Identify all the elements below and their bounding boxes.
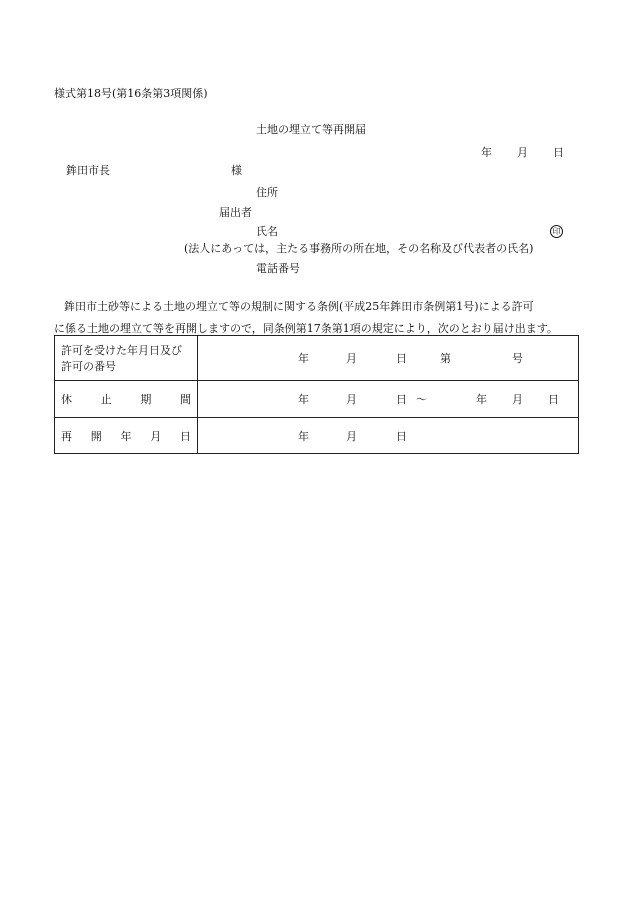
resumption-char-4: 月 (150, 429, 162, 443)
suspension-tilde: ～ (416, 393, 427, 406)
suspension-label-cell (55, 381, 198, 418)
addressee-name: 鉾田市長 (66, 164, 110, 177)
phone-label: 電話番号 (256, 262, 300, 275)
form-number: 様式第18号(第16条第3項関係) (54, 87, 208, 100)
document-title: 土地の埋立て等再開届 (256, 123, 366, 136)
permit-value-cell (198, 336, 579, 381)
permit-dai: 第 (440, 352, 451, 365)
table-row-permit (55, 336, 579, 381)
resumption-char-1: 再 (61, 429, 72, 443)
permit-month: 月 (346, 352, 357, 365)
resumption-char-5: 日 (180, 429, 191, 443)
date-month-label: 月 (517, 146, 528, 159)
seal-icon: 印 (550, 225, 563, 238)
suspension-value-cell (198, 381, 579, 418)
table-row-suspension (55, 381, 579, 418)
permit-label-line-2: 許可の番号 (61, 360, 116, 373)
date-year-label: 年 (481, 146, 492, 159)
notification-table (54, 335, 579, 454)
suspension-start-day: 日 (396, 393, 407, 406)
permit-label-line-1: 許可を受けた年月日及び (61, 344, 182, 357)
resumption-month: 月 (346, 429, 357, 443)
resumption-year: 年 (298, 429, 309, 443)
suspension-end-month: 月 (512, 393, 523, 406)
permit-label-cell (55, 336, 198, 381)
suspension-start-month: 月 (346, 393, 357, 406)
permit-go: 号 (512, 352, 523, 365)
body-line-2: に係る土地の埋立て等を再開しますので，同条例第17条第1項の規定により，次のとおり届け出ます。 (54, 322, 558, 335)
resumption-label-cell (55, 418, 198, 454)
suspension-char-4: 間 (179, 393, 191, 406)
body-line-1: 鉾田市土砂等による土地の埋立て等の規制に関する条例(平成25年鉾田市条例第1号)による許可 (64, 300, 534, 313)
table-row-resumption (55, 418, 579, 454)
suspension-char-3: 期 (140, 393, 152, 406)
name-label: 氏名 (256, 225, 278, 238)
notifier-role-label: 届出者 (219, 206, 252, 219)
suspension-end-day: 日 (548, 393, 559, 406)
suspension-start-year: 年 (298, 393, 309, 406)
addressee-honorific: 様 (231, 164, 242, 177)
suspension-label (61, 391, 191, 407)
resumption-label (61, 428, 191, 444)
suspension-char-1: 休 (61, 393, 72, 406)
resumption-day: 日 (396, 429, 407, 443)
resumption-char-2: 開 (90, 429, 102, 443)
resumption-value-cell (198, 418, 579, 454)
resumption-char-3: 年 (120, 429, 132, 443)
corporation-note: (法人にあっては，主たる事務所の所在地，その名称及び代表者の氏名) (184, 242, 534, 255)
permit-day: 日 (396, 352, 407, 365)
address-label: 住所 (256, 186, 278, 199)
suspension-end-year: 年 (476, 393, 487, 406)
body-text (54, 296, 594, 340)
permit-year: 年 (298, 352, 309, 365)
suspension-char-2: 止 (100, 393, 112, 406)
date-day-label: 日 (553, 146, 564, 159)
